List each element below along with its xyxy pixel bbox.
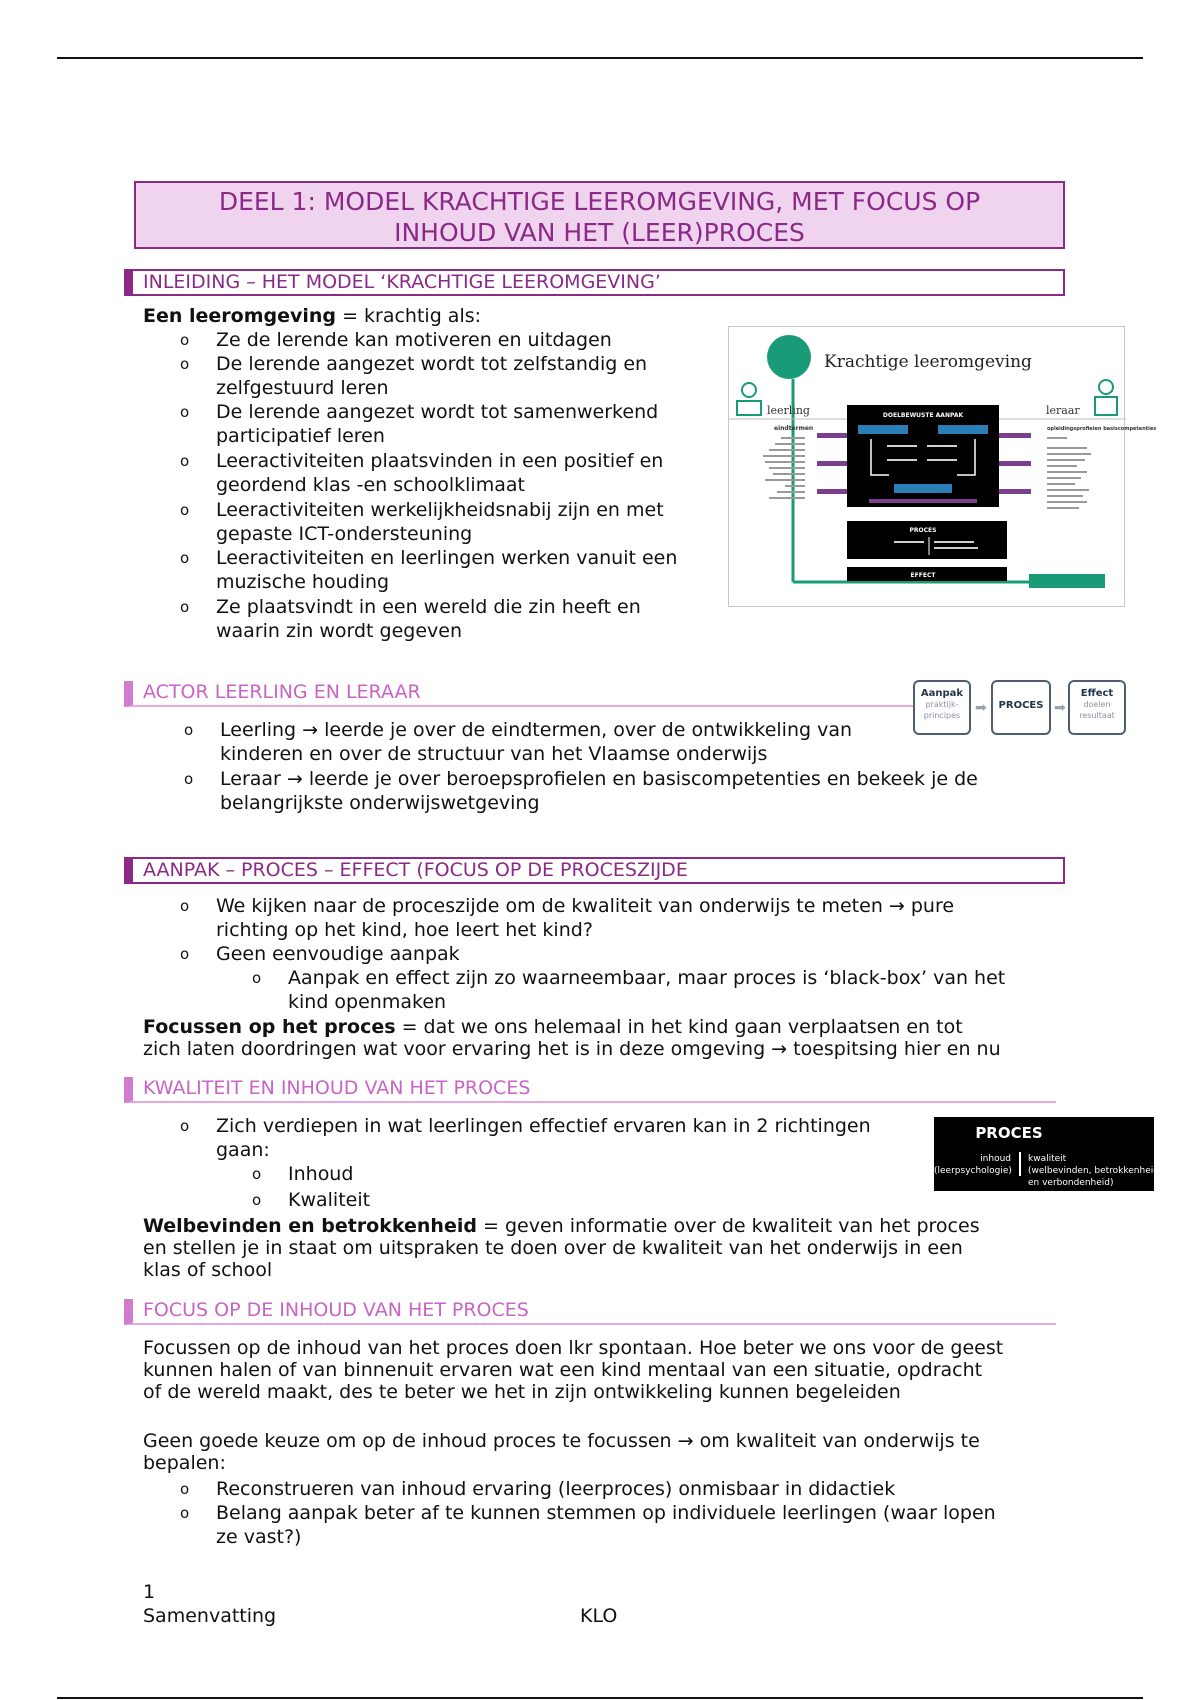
figure-right-label: leraar [1046, 404, 1080, 417]
list-item: o Leeractiviteiten plaatsvinden in een positief en geordend klas -en schoolklimaat [180, 450, 664, 496]
list-item: o Reconstrueren van inhoud ervaring (leerproces) onmisbaar in didactiek [180, 1478, 896, 1500]
paragraph-welbevinden: Welbevinden en betrokkenheid = geven informatie over de kwaliteit van het proces en stellen je in staat om uitspraken te doen over de kwaliteit van het onderwijs in een klas of school [143, 1215, 980, 1281]
bullet-marker: o [180, 1117, 190, 1135]
bullet-marker: o [180, 897, 190, 915]
bullet-marker: o [184, 770, 194, 788]
figure-left-label: leerling [767, 404, 810, 417]
list-item: o Zich verdiepen in wat leerlingen effectief ervaren kan in 2 richtingen gaan: [180, 1115, 871, 1161]
svg-text:PROCES: PROCES [909, 527, 937, 534]
section-heading-actor: ACTOR LEERLING EN LERAAR [124, 681, 924, 707]
footer-center: KLO [580, 1605, 618, 1627]
intro-rest: = krachtig als: [336, 305, 482, 327]
intro-bold: Een leeromgeving [143, 305, 337, 327]
bullet-marker: o [252, 1165, 262, 1183]
svg-text:DOELBEWUSTE AANPAK: DOELBEWUSTE AANPAK [882, 412, 964, 419]
bullet-marker: o [180, 1504, 190, 1522]
page-title-line2: INHOUD VAN HET (LEER)PROCES [394, 218, 805, 247]
arrow-icon: ➡ [1054, 700, 1066, 716]
list-item: o Leeractiviteiten werkelijkheidsnabij zijn en met gepaste ICT-ondersteuning [180, 499, 664, 545]
bullet-marker: o [180, 331, 190, 349]
list-item: o Geen eenvoudige aanpak [180, 943, 460, 965]
list-item: o Leraar → leerde je over beroepsprofielen en basiscompetenties en bekeek je de belangrijkste onderwijswetgeving [184, 768, 978, 814]
bullet-marker: o [180, 403, 190, 421]
list-item: o Inhoud [252, 1163, 354, 1185]
list-item: o We kijken naar de proceszijde om de kwaliteit van onderwijs te meten → pure richting op het kind, hoe leert het kind? [180, 895, 955, 941]
bullet-marker: o [180, 945, 190, 963]
figure-right-sub: opleidingsprofielen basiscompetenties [1047, 426, 1157, 432]
list-item: o Belang aanpak beter af te kunnen stemmen op individuele leerlingen (waar lopen ze vast?) [180, 1502, 996, 1548]
paragraph-focussen: Focussen op het proces = dat we ons helemaal in het kind gaan verplaatsen en tot zich laten doordringen wat voor ervaring het is in deze omgeving → toespitsing hier en nu [143, 1016, 1001, 1060]
student-icon [742, 383, 756, 397]
list-item: o Kwaliteit [252, 1189, 371, 1211]
bullet-marker: o [180, 1480, 190, 1498]
arrow-icon: ➡ [975, 700, 987, 716]
bullet-marker: o [180, 549, 190, 567]
section-heading-kwaliteit: KWALITEIT EN INHOUD VAN HET PROCES [124, 1077, 1056, 1103]
page-number: 1 [143, 1581, 156, 1603]
figure-title: Krachtige leeromgeving [824, 352, 1032, 372]
top-rule [57, 57, 1143, 59]
bullet-marker: o [180, 598, 190, 616]
list-item: o Leeractiviteiten en leerlingen werken vanuit een muzische houding [180, 547, 678, 593]
footer-left: Samenvatting [143, 1605, 277, 1627]
list-item: o De lerende aangezet wordt tot samenwerkend participatief leren [180, 401, 659, 447]
bullet-marker: o [252, 969, 262, 987]
chip-effect: Effect doelen resultaat [1068, 680, 1126, 735]
section-heading-focus-inhoud: FOCUS OP DE INHOUD VAN HET PROCES [124, 1299, 1056, 1325]
list-item: o Leerling → leerde je over de eindtermen, over de ontwikkeling van kinderen en over de structuur van het Vlaamse onderwijs [184, 719, 853, 765]
list-item: o Aanpak en effect zijn zo waarneembaar, maar proces is ‘black-box’ van het kind openmaken [252, 967, 1006, 1013]
page-title [134, 181, 1065, 249]
svg-text:EFFECT: EFFECT [910, 572, 936, 579]
paragraph-inhoud: Focussen op de inhoud van het proces doen lkr spontaan. Hoe beter we ons voor de geest kunnen halen of van binnenuit ervaren wat een kind mentaal van een situatie, opdracht of de wereld maakt, des te beter we het in zijn ontwikkeling kunnen begeleiden [143, 1337, 1004, 1403]
teal-badge-icon [767, 335, 811, 379]
section-heading-aanpak: AANPAK – PROCES – EFFECT (FOCUS OP DE PROCESZIJDE [124, 857, 1065, 884]
intro-line [143, 304, 481, 328]
list-item: o Ze de lerende kan motiveren en uitdagen [180, 329, 612, 351]
bullet-marker: o [180, 452, 190, 470]
paragraph-keuze: Geen goede keuze om op de inhoud proces te focussen → om kwaliteit van onderwijs te bepalen: [143, 1430, 980, 1474]
figure-diagram [729, 327, 1157, 608]
bullet-marker: o [252, 1191, 262, 1209]
bullet-marker: o [180, 355, 190, 373]
chip-aanpak: Aanpak praktijk- principes [913, 680, 971, 735]
chip-proces: PROCES [991, 680, 1051, 735]
section-heading-inleiding: INLEIDING – HET MODEL ‘KRACHTIGE LEEROMGEVING’ [124, 269, 1065, 296]
figure-left-sub: eindtermen [774, 425, 814, 432]
list-item: o Ze plaatsvindt in een wereld die zin heeft en waarin zin wordt gegeven [180, 596, 641, 642]
bullet-marker: o [184, 721, 194, 739]
bottom-rule [57, 1697, 1143, 1699]
krachtige-leeromgeving-figure [728, 326, 1157, 607]
proces-image: PROCES inhoud (leerpsychologie) kwaliteit (welbevinden, betrokkenheid en verbondenheid) [934, 1117, 1154, 1191]
teacher-icon [1099, 380, 1113, 394]
page-title-line1: DEEL 1: MODEL KRACHTIGE LEEROMGEVING, MET FOCUS OP [218, 187, 981, 216]
bullet-marker: o [180, 501, 190, 519]
list-item: o De lerende aangezet wordt tot zelfstandig en zelfgestuurd leren [180, 353, 648, 399]
